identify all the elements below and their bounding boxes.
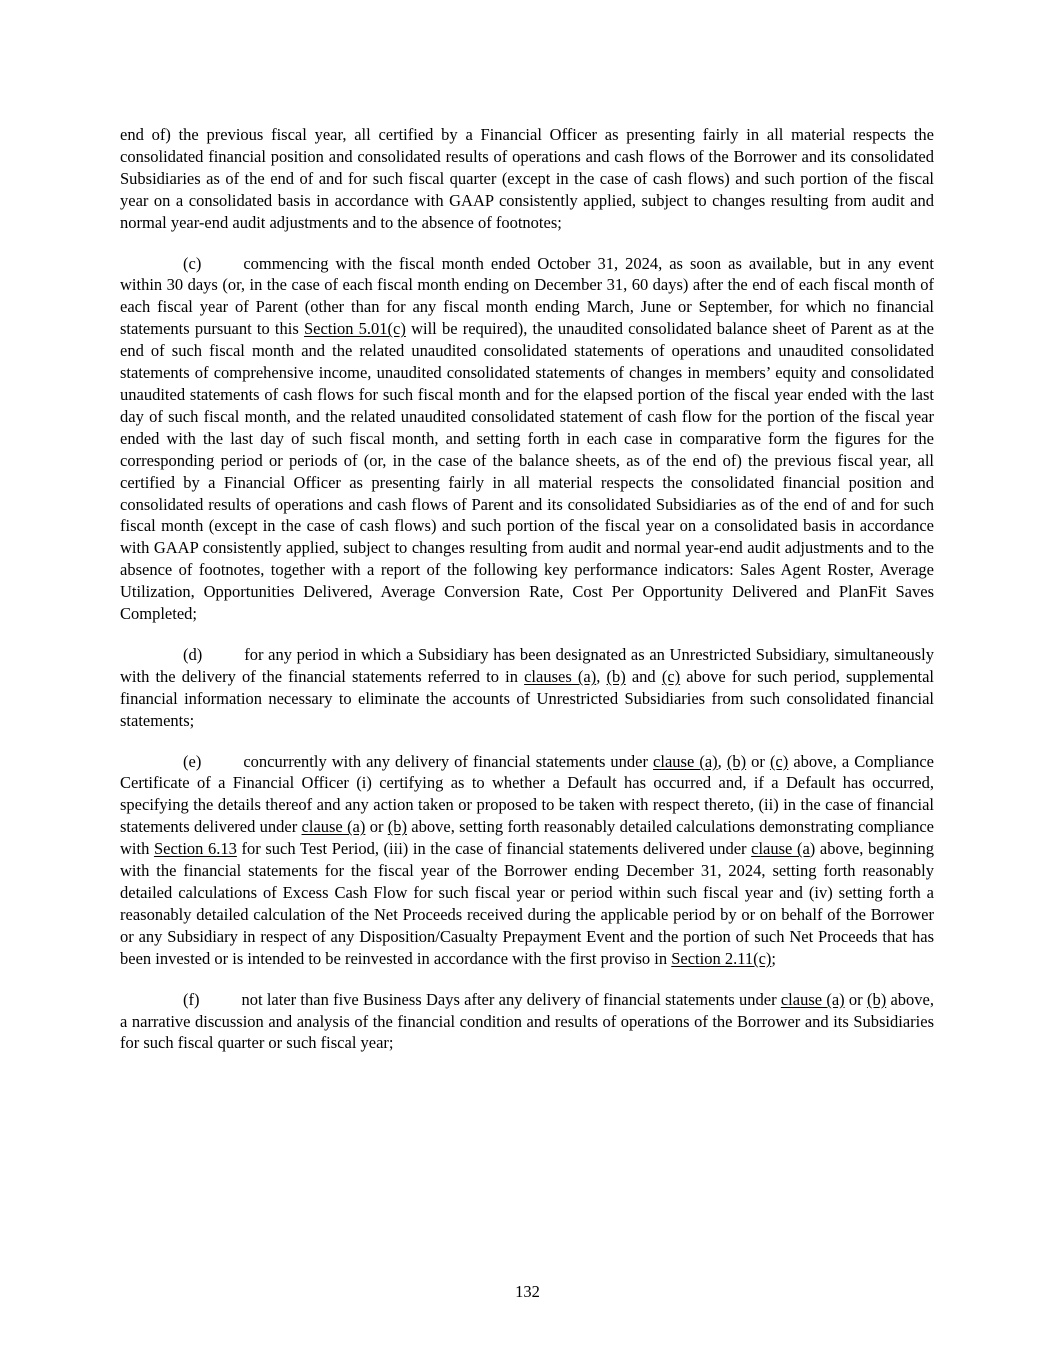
text-run: above, setting forth reasonably detailed calculations demonstrating compliance with — [120, 817, 934, 859]
text-run: above for such period, supplemental financial information necessary to eliminate the accounts of Unrestricted Subsidiaries from such consolidated financial statements; — [120, 666, 934, 730]
document-body — [120, 124, 934, 1073]
text-run: ) above, beginning with the financial statements for the fiscal year of the Borrower ending December 31, 2024, setting forth reasonably detailed calculations of Excess Cash Flow for such fiscal year or period within such fiscal year and (iv) setting forth a reasonably detailed calculation of the Net Proceeds received during the applicable period by or on behalf of the Borrower or any Subsidiary in respect of any Disposition/Casualty Prepayment Event and the portion of such Net Proceeds that has been invested or is intended to be reinvested in accordance with the first proviso in — [120, 839, 934, 968]
cross-reference: (c) — [769, 751, 789, 771]
text-run: for such Test Period, (iii) in the case of financial statements delivered under — [236, 839, 752, 859]
cross-reference: (c) — [661, 666, 681, 686]
paragraph-continuation — [120, 124, 934, 234]
text-run: , — [717, 751, 727, 771]
paragraph-label: (f) — [183, 989, 200, 1009]
paragraph-label: (c) — [183, 253, 202, 273]
cross-reference: clause (a — [751, 839, 810, 859]
cross-reference: (b) — [606, 666, 626, 686]
text-run: or — [365, 817, 388, 837]
cross-reference: Section 5.01(c) — [303, 319, 406, 339]
text-run: ; — [771, 948, 777, 968]
cross-reference: clause (a) — [780, 989, 845, 1009]
text-run: , — [596, 666, 607, 686]
paragraph-d — [120, 644, 934, 732]
cross-reference: clause (a) — [653, 751, 718, 771]
page-number: 132 — [515, 1282, 540, 1301]
cross-reference: clauses (a) — [524, 666, 597, 686]
paragraph-label: (d) — [183, 644, 203, 664]
cross-reference: Section 6.13 — [153, 839, 237, 859]
text-run: concurrently with any delivery of financial statements under — [243, 751, 654, 771]
text-run: end of) the previous fiscal year, all certified by a Financial Officer as presenting fairly in all material respects the consolidated financial position and consolidated results of operations and cash flows of the Borrower and its consolidated Subsidiaries as of the end of and for such fiscal quarter (except in the case of cash flows) and such portion of the fiscal year on a consolidated basis in accordance with GAAP consistently applied, subject to changes resulting from audit and normal year-end audit adjustments and to the absence of footnotes; — [120, 125, 934, 232]
text-run: will be required), the unaudited consolidated balance sheet of Parent as at the end of such fiscal month and the related unaudited consolidated statements of operations and unaudited consolidated statements of comprehensive income, unaudited consolidated statements of changes in members’ equity and consolidated unaudited statements of cash flows for such fiscal month and for the elapsed portion of the fiscal year ended with the last day of such fiscal month, and the related unaudited consolidated statement of cash flow for the portion of the fiscal year ended with the last day of such fiscal month, and setting forth in each case in comparative form the figures for the corresponding period or periods of (or, in the case of the balance sheets, as of the end of) the previous fiscal year, all certified by a Financial Officer as presenting fairly in all material respects the consolidated financial position and consolidated results of operations and cash flows of Parent and its consolidated Subsidiaries as of the end of and for such fiscal month (except in the case of cash flows) and such portion of the fiscal year on a consolidated basis in accordance with GAAP consistently applied, subject to changes resulting from audit and normal year-end audit adjustments and to the absence of footnotes, together with a report of the following key performance indicators: Sales Agent Roster, Average Utilization, Opportunities Delivered, Average Conversion Rate, Cost Per Opportunity Delivered and PlanFit Saves Completed; — [120, 319, 934, 624]
cross-reference: (b) — [866, 989, 887, 1009]
text-run: not later than five Business Days after any delivery of financial statements under — [241, 989, 781, 1009]
paragraph-label: (e) — [183, 751, 202, 771]
text-run: or — [844, 989, 867, 1009]
cross-reference: Section 2.11(c) — [671, 948, 772, 968]
cross-reference: clause (a) — [301, 817, 366, 837]
cross-reference: (b) — [387, 817, 407, 837]
text-run: for any period in which a Subsidiary has been designated as an Unrestricted Subsidiary, simultaneously with the delivery of the financial statements referred to in — [120, 644, 934, 686]
text-run: above, a Compliance Certificate of a Financial Officer (i) certifying as to whether a Default has occurred and, if a Default has occurred, specifying the details thereof and any action taken or proposed to be taken with respect thereto, (ii) in the case of financial statements delivered under — [120, 751, 935, 837]
text-run: commencing with the fiscal month ended October 31, 2024, as soon as available, but in any event within 30 days (or, in the case of each fiscal month ending on December 31, 60 days) after the end of each fiscal month of each fiscal year of Parent (other than for any fiscal month ending March, June or September, for which no financial statements pursuant to this — [120, 253, 934, 339]
paragraph-f — [120, 989, 934, 1055]
cross-reference: (b) — [726, 751, 747, 771]
text-run: or — [746, 751, 770, 771]
paragraph-e — [120, 751, 934, 970]
text-run: above, a narrative discussion and analysis of the financial condition and results of operations of the Borrower and its Subsidiaries for such fiscal quarter or such fiscal year; — [120, 989, 934, 1053]
paragraph-c — [120, 253, 934, 625]
text-run: and — [625, 666, 662, 686]
